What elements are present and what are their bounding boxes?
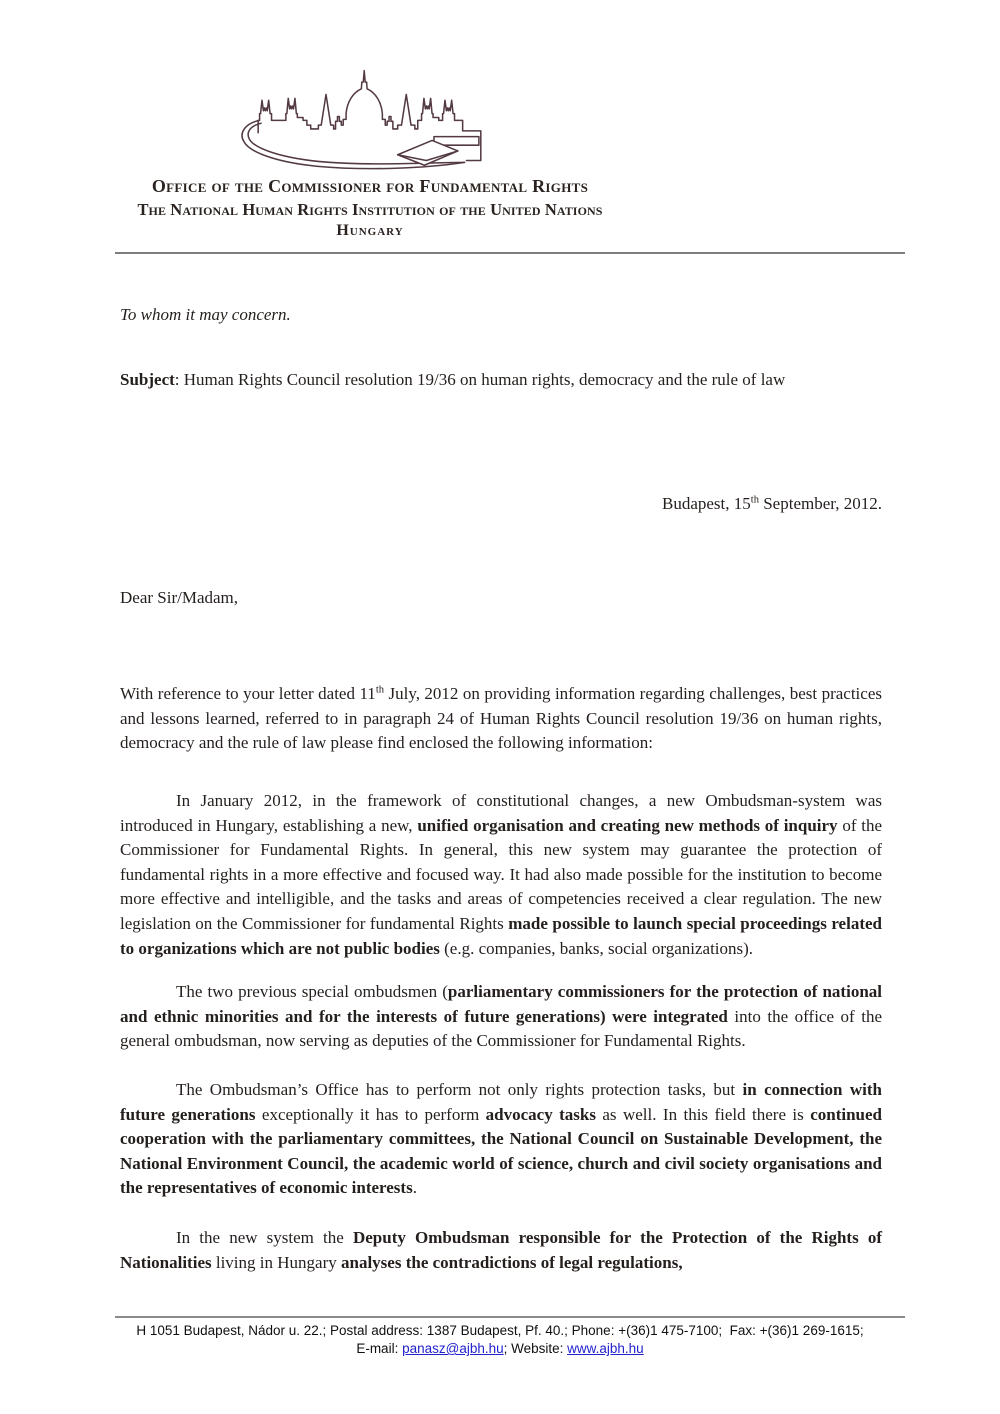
text-run: made possible to launch special proceedings related to organizations which are not public bodies <box>120 913 882 958</box>
dateline <box>120 492 882 517</box>
text-run: parliamentary commissioners for the protection of national and ethnic minorities and for the interests of future generations) were integrated <box>120 982 882 1026</box>
text-run: living in Hungary <box>211 1252 341 1272</box>
email-link[interactable]: panasz@ajbh.hu <box>402 1341 504 1356</box>
text-run: E-mail: <box>356 1341 403 1356</box>
subject-line <box>120 368 882 393</box>
text-run: . <box>412 1178 417 1198</box>
salutation-line: To whom it may concern. <box>120 305 291 324</box>
text-run: : Human Rights Council resolution 19/36 on human rights, democracy and the rule of law <box>174 370 786 389</box>
text-run: continued cooperation with the parliamentary committees, the National Council on Sustainable Development, the National Environment Council, the academic world of science, church and civil society organisations and the representatives of economic interests <box>120 1104 882 1198</box>
text-run: as well. In this field there is <box>595 1104 811 1124</box>
website-link[interactable]: www.ajbh.hu <box>567 1341 644 1356</box>
text-run: With reference to your letter dated 11 <box>120 684 376 703</box>
text-run: September, 2012. <box>758 494 882 513</box>
text-run: The Ombudsman’s Office has to perform not only rights protection tasks, but <box>176 1080 743 1099</box>
text-run: analyses the contradictions of legal regulations, <box>341 1252 683 1272</box>
text-run: ; Website: <box>503 1341 568 1356</box>
letterhead-divider <box>115 252 905 254</box>
parliament-envelope-logo-svg <box>240 62 498 172</box>
text-run: In January 2012, in the framework of constitutional changes, a new Ombudsman-system was introduced in Hungary, establishing a new, <box>120 791 882 835</box>
org-logo-icon <box>240 62 498 172</box>
body-paragraph-5 <box>120 1226 882 1275</box>
footer-contact-line <box>60 1340 940 1358</box>
text-run: Subject <box>120 370 175 389</box>
text-run: in connection with future generations <box>120 1080 882 1124</box>
org-name-primary: Office of the Commissioner for Fundamental Rights <box>151 176 589 196</box>
greeting-line: Dear Sir/Madam, <box>120 588 239 607</box>
org-country: Hungary <box>336 222 404 239</box>
text-run: th <box>750 494 759 506</box>
org-name-secondary: The National Human Rights Institution of the United Nations <box>137 200 603 219</box>
body-paragraph-3 <box>120 980 882 1054</box>
footer-address-line: H 1051 Budapest, Nádor u. 22.; Postal address: 1387 Budapest, Pf. 40.; Phone: +(36)1 475-7100; Fax: +(36)1 269-1615; <box>136 1323 864 1338</box>
text-run: The two previous special ombudsmen ( <box>176 982 448 1001</box>
footer-divider <box>115 1316 905 1318</box>
body-paragraph-4 <box>120 1078 882 1201</box>
text-run: th <box>375 684 385 696</box>
text-run: advocacy tasks <box>485 1104 596 1124</box>
text-run: Budapest, 15 <box>661 494 751 513</box>
text-run: Deputy Ombudsman responsible for the Protection of the Rights of Nationalities <box>120 1228 882 1272</box>
text-run: In the new system the <box>176 1228 353 1247</box>
text-run: exceptionally it has to perform <box>255 1104 486 1124</box>
text-run: unified organisation and creating new methods of inquiry <box>417 815 838 835</box>
text-run: into the office of the general ombudsman, now serving as deputies of the Commissioner for Fundamental Rights. <box>120 1006 882 1051</box>
body-paragraph-2 <box>120 789 882 961</box>
text-run: of the Commissioner for Fundamental Rights. In general, this new system may guarantee the protection of fundamental rights in a more effective and focused way. It had also made possible for the institution to become more effective and intelligible, and the tasks and areas of competencies received a clear regulation. The new legislation on the Commissioner for fundamental Rights <box>120 815 883 933</box>
text-run: July, 2012 on providing information regarding challenges, best practices and lessons learned, referred to in paragraph 24 of Human Rights Council resolution 19/36 on human rights, democracy and the rule of law please find enclosed the following information: <box>120 684 882 753</box>
body-paragraph-1 <box>120 682 882 756</box>
text-run: (e.g. companies, banks, social organizations). <box>439 938 754 958</box>
